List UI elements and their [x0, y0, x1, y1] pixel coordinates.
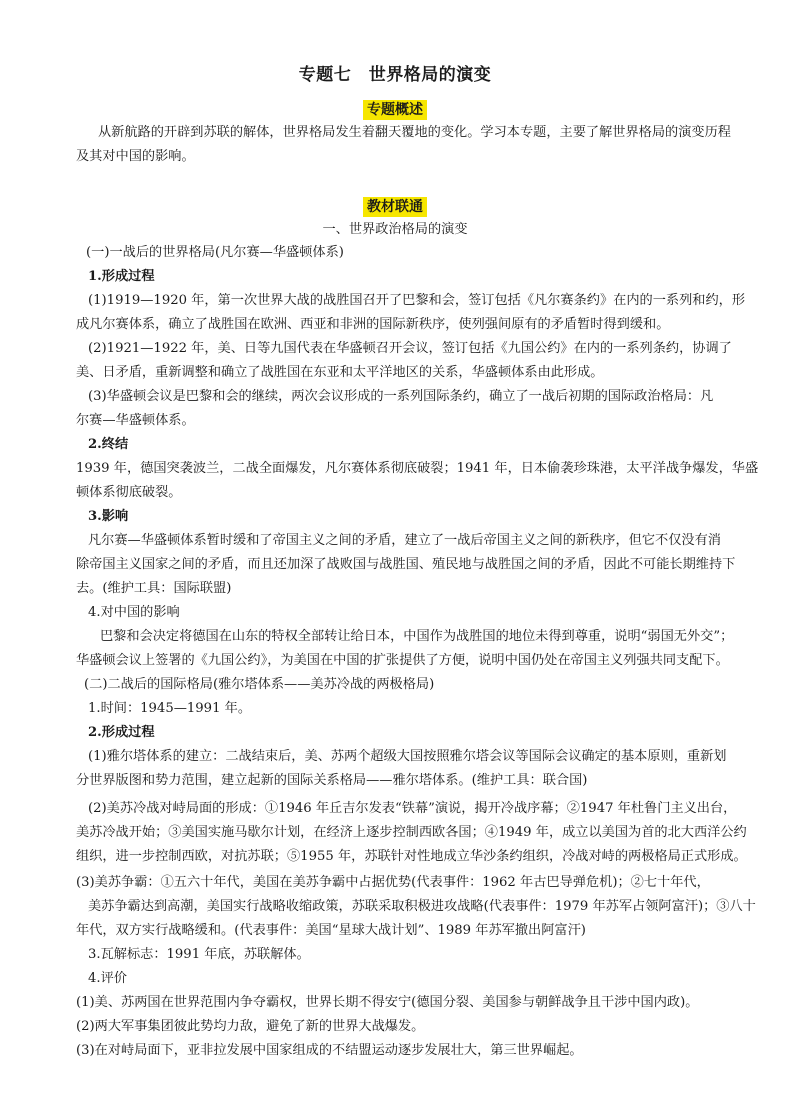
p1-end-heading: 2.终结 — [88, 437, 129, 452]
p1-impact-line-1: 凡尔赛—华盛顿体系暂时缓和了帝国主义之间的矛盾，建立了一战后帝国主义之间的新秩序，但它不仅没有消 — [88, 533, 721, 548]
overview-line-2: 及其对中国的影响。 — [76, 149, 195, 164]
p2-formation-line-5: 组织，进一步控制西欧，对抗苏联；⑤1955 年，苏联针对性地成立华沙条约组织，冷战对峙的两极格局正式形成。 — [76, 849, 747, 864]
part2-heading: (二)二战后的国际格局(雅尔塔体系——美苏冷战的两极格局) — [84, 677, 435, 692]
p1-china-line-1: 巴黎和会决定将德国在山东的特权全部转让给日本，中国作为战胜国的地位未得到尊重，说明“弱国无外交”； — [100, 629, 734, 644]
p2-formation-line-6: (3)美苏争霸：①五六十年代，美国在美苏争霸中占据优势(代表事件：1962 年古巴导弹危机)；②七十年代， — [76, 875, 710, 890]
p1-formation-heading: 1.形成过程 — [88, 269, 155, 284]
p1-formation-line-1: (1)1919—1920 年，第一次世界大战的战胜国召开了巴黎和会，签订包括《凡尔赛条约》在内的一系列和约，形 — [88, 293, 746, 308]
p2-time: 1.时间：1945—1991 年。 — [88, 701, 252, 716]
p1-impact-line-3: 去。(维护工具：国际联盟) — [76, 581, 232, 596]
p2-formation-heading: 2.形成过程 — [88, 725, 155, 740]
p1-end-line-1: 1939 年，德国突袭波兰，二战全面爆发，凡尔赛体系彻底破裂；1941 年，日本偷袭珍珠港，太平洋战争爆发，华盛 — [76, 461, 759, 476]
p1-end-line-2: 顿体系彻底破裂。 — [76, 485, 182, 500]
p2-eval-line-1: (1)美、苏两国在世界范围内争夺霸权，世界长期不得安宁(德国分裂、美国参与朝鲜战争且干涉中国内政)。 — [76, 995, 699, 1010]
p1-china-heading: 4.对中国的影响 — [88, 605, 180, 620]
section-heading: 一、世界政治格局的演变 — [322, 222, 468, 237]
p2-formation-line-2: 分世界版图和势力范围，建立起新的国际关系格局——雅尔塔体系。(维护工具：联合国) — [76, 773, 588, 788]
p2-eval-heading: 4.评价 — [88, 971, 127, 986]
p2-collapse: 3.瓦解标志：1991 年底，苏联解体。 — [88, 947, 310, 962]
p1-formation-line-2: 成凡尔赛体系，确立了战胜国在欧洲、西亚和非洲的国际新秩序，使列强间原有的矛盾暂时得到缓和。 — [76, 317, 670, 332]
p2-formation-line-8: 年代，双方实行战略缓和。(代表事件：美国“星球大战计划”、1989 年苏军撤出阿富汗) — [76, 923, 586, 938]
p1-formation-line-6: 尔赛—华盛顿体系。 — [76, 413, 195, 428]
page-title: 专题七 世界格局的演变 — [298, 65, 492, 85]
p2-eval-line-3: (3)在对峙局面下，亚非拉发展中国家组成的不结盟运动逐步发展壮大，第三世界崛起。 — [76, 1043, 583, 1058]
part1-heading: (一)一战后的世界格局(凡尔赛—华盛顿体系) — [86, 245, 344, 260]
p2-formation-line-1: (1)雅尔塔体系的建立：二战结束后，美、苏两个超级大国按照雅尔塔会议等国际会议确定的基本原则，重新划 — [88, 749, 727, 764]
overview-line-1: 从新航路的开辟到苏联的解体，世界格局发生着翻天覆地的变化。学习本专题，主要了解世界格局的演变历程 — [98, 125, 731, 140]
p1-formation-line-5: (3)华盛顿会议是巴黎和会的继续，两次会议形成的一系列国际条约，确立了一战后初期的国际政治格局：凡 — [88, 389, 714, 404]
textbook-badge-label: 教材联通 — [363, 197, 427, 217]
p2-formation-line-3: (2)美苏冷战对峙局面的形成：①1946 年丘吉尔发表“铁幕”演说，揭开冷战序幕；②1947 年杜鲁门主义出台， — [88, 801, 737, 816]
overview-badge — [0, 99, 790, 120]
p1-formation-line-4: 美、日矛盾，重新调整和确立了战胜国在东亚和太平洋地区的关系，华盛顿体系由此形成。 — [76, 365, 604, 380]
p2-eval-line-2: (2)两大军事集团彼此势均力敌，避免了新的世界大战爆发。 — [76, 1019, 425, 1034]
p1-impact-line-2: 除帝国主义国家之间的矛盾，而且还加深了战败国与战胜国、殖民地与战胜国之间的矛盾，因此不可能长期维持下 — [76, 557, 736, 572]
p2-formation-line-7: 美苏争霸达到高潮，美国实行战略收缩政策，苏联采取积极进攻战略(代表事件：1979 年苏军占领阿富汗)；③八十 — [88, 899, 756, 914]
p1-china-line-2: 华盛顿会议上签署的《九国公约》，为美国在中国的扩张提供了方便，说明中国仍处在帝国主义列强共同支配下。 — [76, 653, 729, 668]
textbook-badge — [0, 196, 790, 217]
p1-formation-line-3: (2)1921—1922 年，美、日等九国代表在华盛顿召开会议，签订包括《九国公约》在内的一系列条约，协调了 — [88, 341, 732, 356]
overview-badge-label: 专题概述 — [363, 100, 427, 120]
p2-formation-line-4: 美苏冷战开始；③美国实施马歇尔计划，在经济上逐步控制西欧各国；④1949 年，成立以美国为首的北大西洋公约 — [76, 825, 747, 840]
p1-impact-heading: 3.影响 — [88, 509, 129, 524]
